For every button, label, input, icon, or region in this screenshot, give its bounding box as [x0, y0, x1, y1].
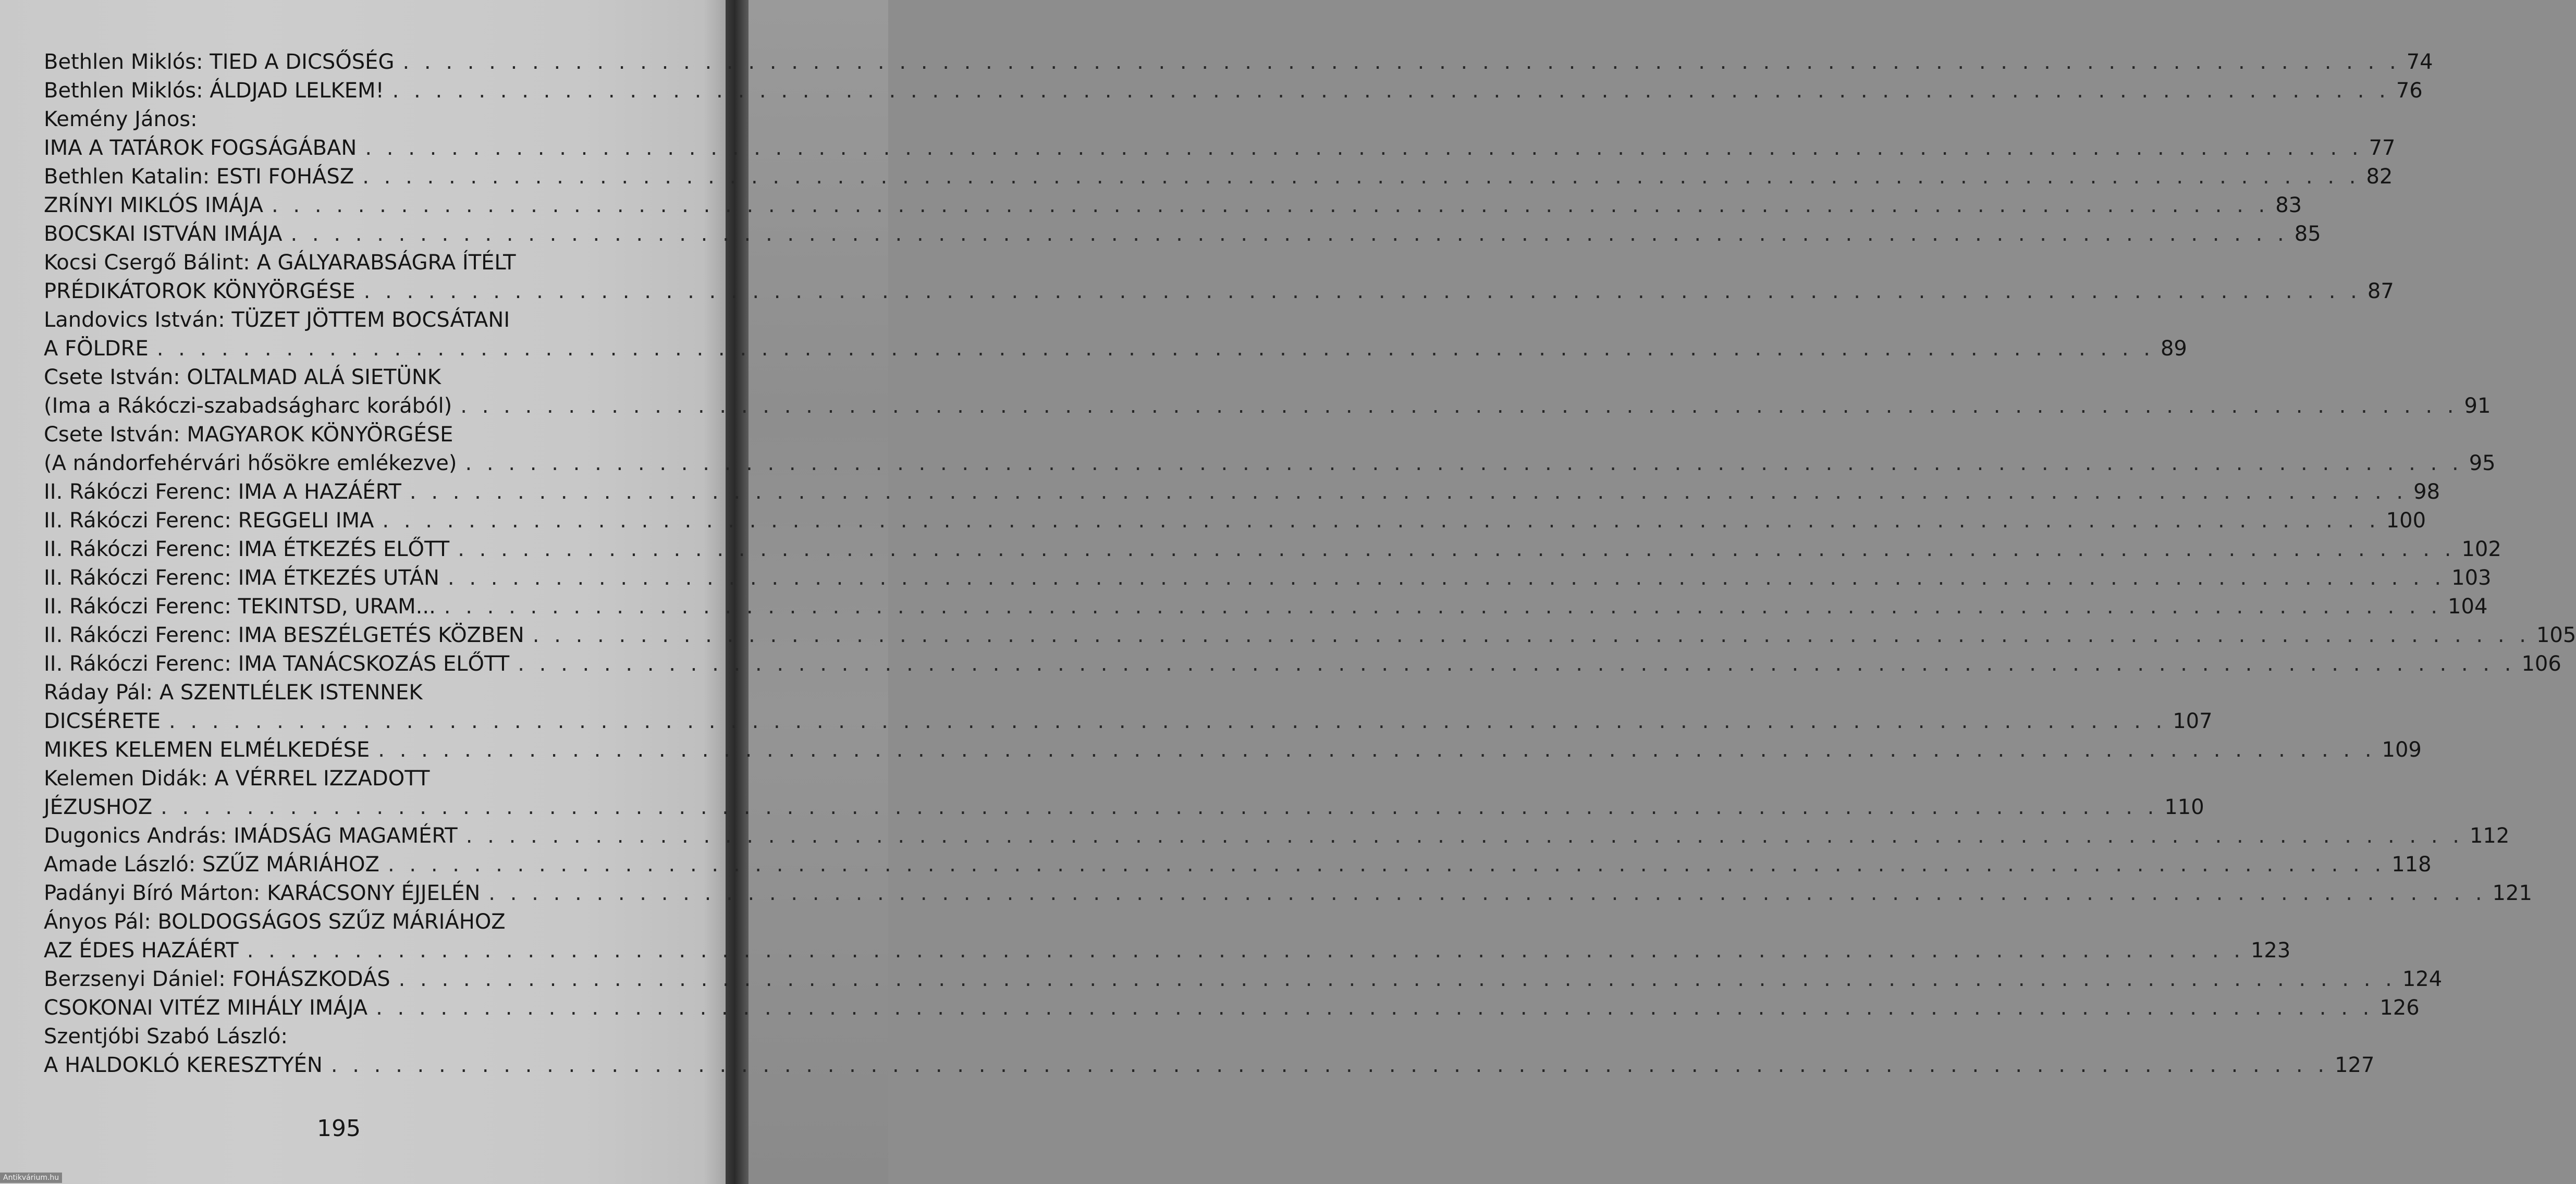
toc-entry-author-line: Landovics István: TÜZET JÖTTEM BOCSÁTANI [44, 308, 510, 332]
toc-entry-author-line: Kelemen Didák: A VÉRREL IZZADOTT [44, 767, 430, 791]
toc-entry-page-number: 109 [2382, 738, 2422, 762]
dot-leader [465, 451, 2462, 475]
dot-leader [392, 79, 2390, 103]
toc-entry-page-number: 126 [2379, 996, 2420, 1020]
toc-entry-title: Dugonics András: IMÁDSÁG MAGAMÉRT [44, 824, 458, 848]
toc-entry-title: BOCSKAI ISTVÁN IMÁJA [44, 222, 283, 246]
toc-entry-title: (A nándorfehérvári hősökre emlékezve) [44, 451, 457, 475]
toc-entry-title: AZ ÉDES HAZÁÉRT [44, 939, 239, 963]
toc-entry [44, 936, 2291, 965]
toc-entry-page-number: 102 [2461, 537, 2501, 561]
dot-leader [364, 279, 2361, 303]
toc-entry [44, 392, 2491, 421]
toc-entry-page-number: 76 [2396, 79, 2423, 103]
toc-entry-page-number: 107 [2173, 709, 2213, 733]
toc-entry [44, 77, 2423, 105]
toc-entry [44, 593, 2488, 621]
toc-entry [44, 134, 2396, 163]
toc-entry-title: A FÖLDRE [44, 337, 149, 361]
toc-entry-page-number: 82 [2366, 165, 2393, 189]
dot-leader [365, 136, 2362, 160]
dot-leader [466, 824, 2463, 848]
dot-leader [444, 595, 2442, 619]
toc-entry [44, 191, 2302, 220]
dot-leader [488, 881, 2486, 905]
dot-leader [376, 996, 2373, 1020]
dot-leader [458, 537, 2455, 561]
page-number: 195 [317, 1115, 361, 1142]
toc-entry [44, 535, 2501, 564]
toc-entry-author-line: Szentjóbi Szabó László: [44, 1025, 288, 1049]
dot-leader [448, 566, 2445, 590]
dot-leader [331, 1053, 2328, 1077]
toc-entry-page-number: 91 [2464, 394, 2491, 418]
toc-entry-title: Amade László: SZŰZ MÁRIÁHOZ [44, 853, 379, 877]
toc-entry-page-number: 103 [2451, 566, 2492, 590]
toc-entry-page-number: 85 [2294, 222, 2321, 246]
toc-entry [44, 48, 2433, 77]
toc-entry-title: II. Rákóczi Ferenc: REGGELI IMA [44, 509, 374, 533]
dot-leader [518, 652, 2515, 676]
toc-entry-page-number: 118 [2391, 853, 2432, 877]
watermark: Antikvárium.hu [0, 1173, 62, 1183]
toc-entry-page-number: 106 [2521, 652, 2561, 676]
toc-entry-author-line: Kemény János: [44, 107, 198, 131]
toc-entry-title: JÉZUSHOZ [44, 795, 153, 819]
toc-entry-title: PRÉDIKÁTOROK KÖNYÖRGÉSE [44, 279, 355, 303]
toc-entry [44, 507, 2426, 535]
toc-entry [44, 965, 2443, 994]
dot-leader [399, 967, 2396, 991]
toc-entry-page-number: 83 [2275, 193, 2302, 217]
dot-leader [161, 795, 2158, 819]
toc-entry-page-number: 104 [2448, 595, 2488, 619]
toc-entry [44, 478, 2440, 507]
toc-entry-title: II. Rákóczi Ferenc: IMA TANÁCSKOZÁS ELŐTT [44, 652, 510, 676]
toc-entry-page-number: 77 [2369, 136, 2396, 160]
toc-entry-title: MIKES KELEMEN ELMÉLKEDÉSE [44, 738, 370, 762]
dot-leader [410, 480, 2407, 504]
toc-entry-title: (Ima a Rákóczi-szabadságharc korából) [44, 394, 452, 418]
toc-entry-page-number: 110 [2164, 795, 2204, 819]
toc-entry-title: II. Rákóczi Ferenc: IMA BESZÉLGETÉS KÖZBEN [44, 623, 524, 647]
toc-entry-page-number: 87 [2367, 279, 2394, 303]
toc-entry [44, 650, 2561, 679]
toc-entry-title: II. Rákóczi Ferenc: IMA A HAZÁÉRT [44, 480, 401, 504]
toc-entry-title: ZRÍNYI MIKLÓS IMÁJA [44, 193, 263, 217]
toc-entry [44, 335, 2187, 363]
toc-entry-page-number: 112 [2469, 824, 2510, 848]
toc-entry [44, 220, 2321, 249]
dot-leader [402, 50, 2400, 74]
toc-entry [44, 850, 2432, 879]
toc-entry-title: IMA A TATÁROK FOGSÁGÁBAN [44, 136, 357, 160]
toc-entry-author-line: Csete István: OLTALMAD ALÁ SIETÜNK [44, 365, 441, 389]
toc-entry-author-line: Ányos Pál: BOLDOGSÁGOS SZŰZ MÁRIÁHOZ [44, 910, 506, 934]
toc-entry-title: A HALDOKLÓ KERESZTYÉN [44, 1053, 323, 1077]
toc-entry [44, 163, 2393, 191]
dot-leader [388, 853, 2385, 877]
toc-entry-page-number: 127 [2335, 1053, 2375, 1077]
toc-entry [44, 449, 2496, 478]
dot-leader [247, 939, 2244, 963]
toc-entry-title: Padányi Bíró Márton: KARÁCSONY ÉJJELÉN [44, 881, 481, 905]
toc-entry-title: II. Rákóczi Ferenc: IMA ÉTKEZÉS UTÁN [44, 566, 439, 590]
toc-entry-page-number: 74 [2406, 50, 2433, 74]
toc-entry [44, 822, 2510, 850]
dot-leader [169, 709, 2166, 733]
toc-entry-title: II. Rákóczi Ferenc: TEKINTSD, URAM... [44, 595, 436, 619]
toc-entry [44, 277, 2394, 306]
toc-entry-title: Bethlen Katalin: ESTI FOHÁSZ [44, 165, 354, 189]
toc-entry [44, 994, 2420, 1022]
toc-entry-author-line: Kocsi Csergő Bálint: A GÁLYARABSÁGRA ÍTÉLT [44, 251, 516, 275]
toc-entry-page-number: 89 [2160, 337, 2187, 361]
toc-entry [44, 736, 2422, 764]
dot-leader [382, 509, 2379, 533]
toc-entry-title: Bethlen Miklós: ÁLDJAD LELKEM! [44, 79, 384, 103]
dot-leader [291, 222, 2288, 246]
toc-entry-title: Berzsenyi Dániel: FOHÁSZKODÁS [44, 967, 390, 991]
toc-entry-title: CSOKONAI VITÉZ MIHÁLY IMÁJA [44, 996, 368, 1020]
toc-entry-page-number: 100 [2386, 509, 2426, 533]
toc-entry-page-number: 123 [2250, 939, 2291, 963]
toc-entry-page-number: 95 [2469, 451, 2496, 475]
toc-entry [44, 793, 2204, 822]
dot-leader [533, 623, 2530, 647]
toc-entry-author-line: Csete István: MAGYAROK KÖNYÖRGÉSE [44, 423, 453, 447]
dot-leader [272, 193, 2269, 217]
toc-entry-page-number: 98 [2413, 480, 2440, 504]
toc-entry [44, 564, 2492, 593]
dot-leader [378, 738, 2375, 762]
dot-leader [362, 165, 2360, 189]
toc-entry-title: DICSÉRETE [44, 709, 161, 733]
toc-entry [44, 707, 2213, 736]
toc-entry-page-number: 105 [2536, 623, 2576, 647]
toc-entry [44, 621, 2576, 650]
toc-entry-page-number: 124 [2402, 967, 2443, 991]
toc-entry [44, 879, 2532, 908]
toc-entry-author-line: Ráday Pál: A SZENTLÉLEK ISTENNEK [44, 681, 423, 705]
toc-entry-page-number: 121 [2492, 881, 2532, 905]
table-of-contents [44, 48, 2576, 1080]
toc-entry-title: Bethlen Miklós: TIED A DICSŐSÉG [44, 50, 395, 74]
dot-leader [460, 394, 2458, 418]
toc-entry-title: II. Rákóczi Ferenc: IMA ÉTKEZÉS ELŐTT [44, 537, 450, 561]
toc-entry [44, 1051, 2375, 1080]
dot-leader [157, 337, 2154, 361]
